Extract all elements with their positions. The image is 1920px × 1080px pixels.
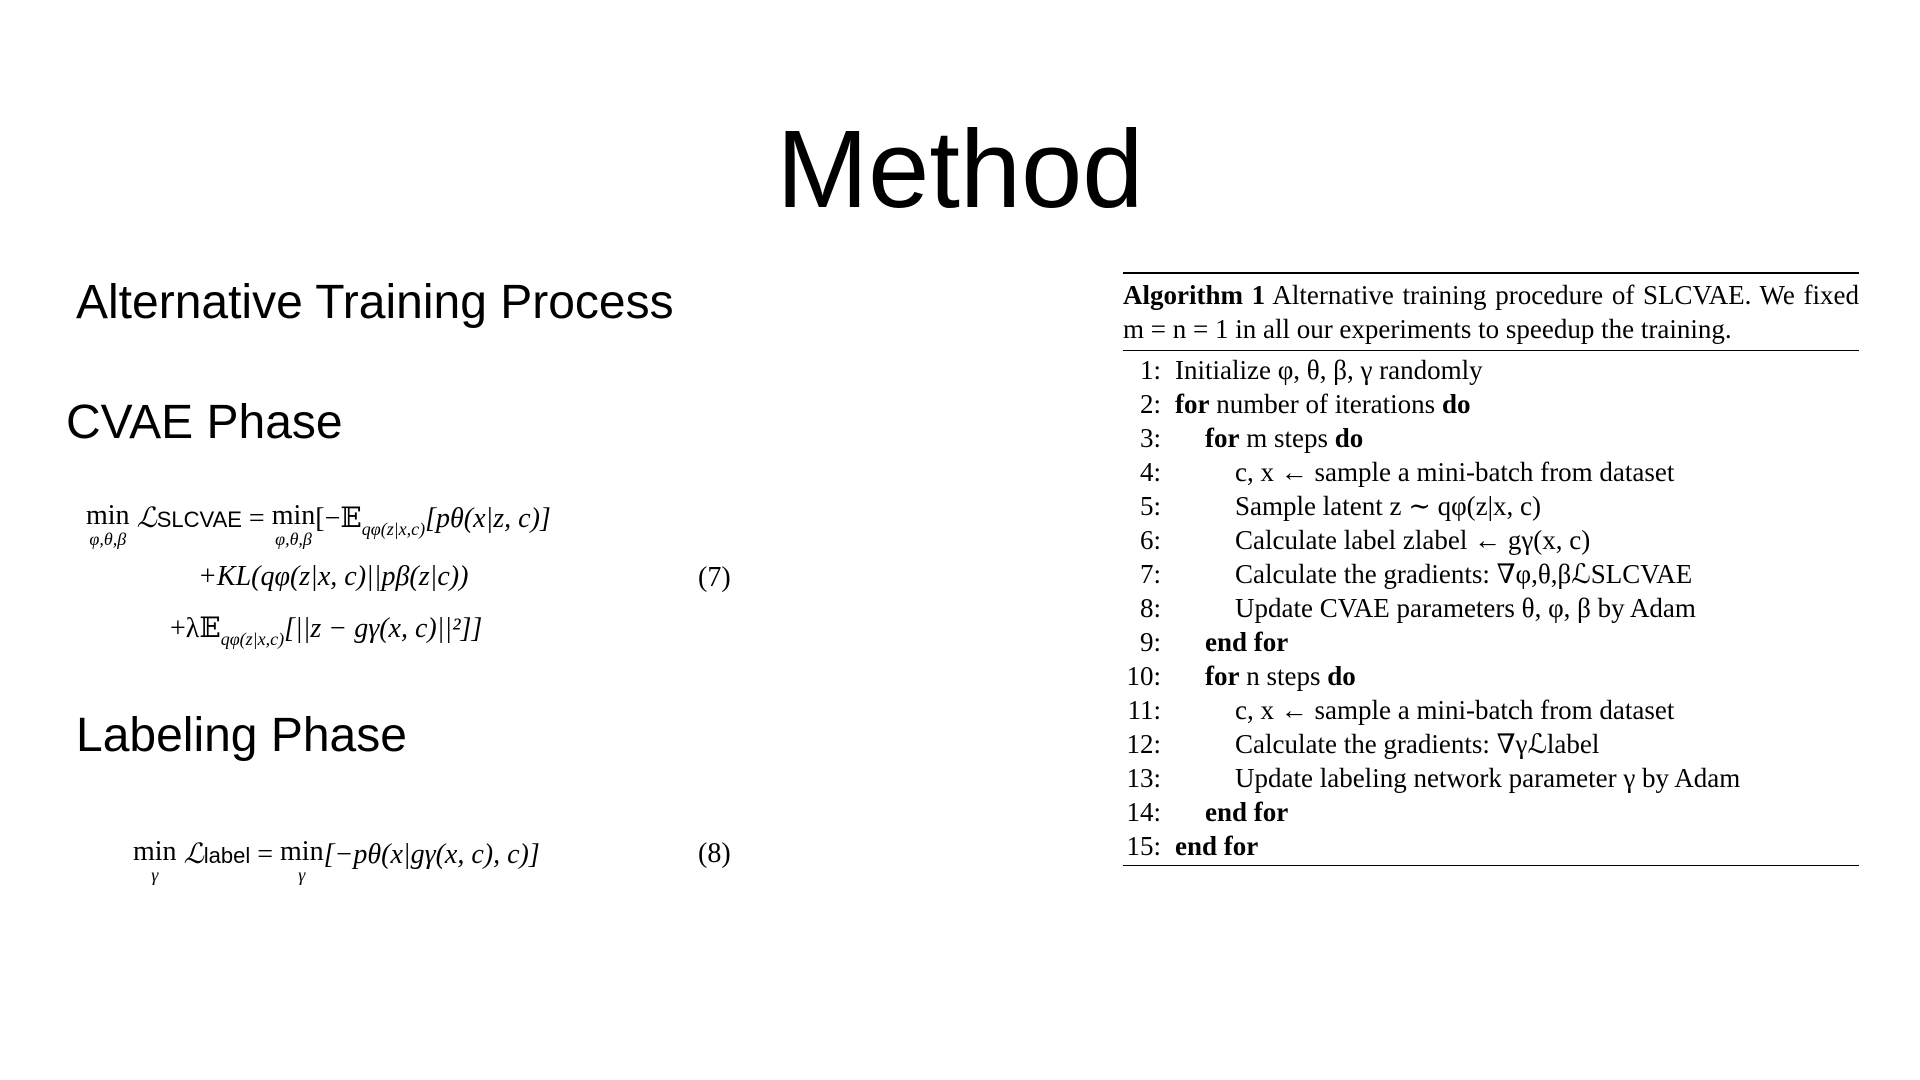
algorithm-line-content [1161,421,1363,455]
algorithm-line [1123,455,1859,489]
label-likelihood-term: [−pθ(x|gγ(x, c), c)] [323,839,540,870]
algorithm-caption [1123,274,1859,350]
equation-7-line-1 [86,502,551,548]
algorithm-line-number: 5: [1139,491,1161,521]
min-subscript: φ,θ,β [89,529,127,549]
algorithm-line-content [1161,761,1740,795]
algorithm-line-number: 6: [1139,525,1161,555]
expectation-subscript: qφ(z|x,c) [361,519,426,539]
slide-title: Method [776,108,1144,231]
algorithm-line [1123,353,1859,387]
algorithm-line-text: Calculate label zlabel ← gγ(x, c) [1235,525,1591,555]
algorithm-line [1123,829,1859,863]
algorithm-line-content [1161,387,1470,421]
algorithm-keyword: for [1175,389,1210,419]
algorithm-line-text: c, x ← sample a mini-batch from dataset [1235,695,1675,725]
algorithm-keyword: for [1205,661,1240,691]
algorithm-line-number: 15: [1126,831,1161,861]
algorithm-keyword: end for [1205,627,1289,657]
min-operator: min [86,500,130,531]
algorithm-line-text: number of iterations [1209,389,1442,419]
min-operator: min [133,836,177,867]
algorithm-line-content [1161,523,1590,557]
algorithm-line-number: 7: [1139,559,1161,589]
algorithm-line-number: 13: [1126,763,1161,793]
algorithm-line-content [1161,489,1541,523]
algorithm-line-number: 3: [1139,423,1161,453]
algorithm-line [1123,489,1859,523]
algorithm-line [1123,421,1859,455]
algorithm-line [1123,523,1859,557]
algorithm-line-number: 2: [1139,389,1161,419]
algorithm-keyword: do [1327,661,1356,691]
algorithm-line-content [1161,591,1696,625]
algorithm-line-text: c, x ← sample a mini-batch from dataset [1235,457,1675,487]
algorithm-line-text: Initialize φ, θ, β, γ randomly [1175,355,1483,385]
algorithm-lines [1123,351,1859,865]
algorithm-line [1123,727,1859,761]
loss-symbol: ℒ [183,839,204,870]
algorithm-line-number: 12: [1126,729,1161,759]
algorithm-line [1123,591,1859,625]
algorithm-line-content [1161,625,1288,659]
algorithm-keyword: end for [1205,797,1289,827]
algorithm-keyword: end for [1175,831,1259,861]
algorithm-caption-text: Alternative training procedure of SLCVAE. We fixed m = n = 1 in all our experiments to speedup the training. [1123,280,1860,344]
algorithm-line-content [1161,829,1258,863]
lambda-expectation: +λ𝔼 [170,613,221,644]
regularizer-term: [||z − gγ(x, c)||²]] [284,613,483,644]
heading-alternative-training: Alternative Training Process [76,276,674,329]
algorithm-line [1123,625,1859,659]
equation-7-number: (7) [698,562,731,593]
algorithm-line-number: 1: [1139,355,1161,385]
algorithm-line-text: Update labeling network parameter γ by Adam [1235,763,1741,793]
algorithm-line-content [1161,353,1483,387]
expectation-term: [−𝔼 [315,503,362,534]
algorithm-line-number: 9: [1139,627,1161,657]
equation-7-line-2: +KL(qφ(z|x, c)||pβ(z|c)) [198,561,469,592]
algorithm-line-content [1161,659,1356,693]
equation-7-line-3 [170,612,482,656]
algorithm-line-number: 8: [1139,593,1161,623]
heading-labeling-phase: Labeling Phase [76,709,407,762]
algorithm-line [1123,693,1859,727]
algorithm-keyword: do [1334,423,1364,453]
algorithm-keyword: for [1205,423,1240,453]
equation-7 [86,502,551,548]
algorithm-line-text: Calculate the gradients: ∇φ,θ,βℒSLCVAE [1235,559,1693,589]
algorithm-line-content [1161,727,1599,761]
likelihood-term: [pθ(x|z, c)] [425,503,551,534]
equals-sign: = [241,503,272,534]
min-subscript: γ [151,865,159,885]
loss-subscript: label [203,843,251,868]
min-subscript: γ [298,865,306,885]
algorithm-bottom-rule [1123,865,1859,866]
algorithm-line [1123,387,1859,421]
heading-cvae-phase: CVAE Phase [66,396,343,449]
algorithm-keyword: do [1441,389,1471,419]
algorithm-line-content [1161,557,1692,591]
equals-sign: = [250,839,281,870]
algorithm-line [1123,659,1859,693]
algorithm-line-content [1161,795,1288,829]
algorithm-label: Algorithm 1 [1123,280,1266,310]
algorithm-line-number: 11: [1127,695,1161,725]
algorithm-line-content [1161,693,1674,727]
equation-8 [133,838,540,884]
algorithm-line [1123,795,1859,829]
equation-8-number: (8) [698,838,731,869]
min-subscript: φ,θ,β [275,529,312,549]
algorithm-line-content [1161,455,1674,489]
expectation-subscript: qφ(z|x,c) [220,629,285,649]
algorithm-line-text: n steps [1239,661,1328,691]
loss-subscript: SLCVAE [156,507,242,532]
algorithm-line-text: m steps [1239,423,1335,453]
algorithm-box [1123,272,1859,866]
algorithm-line [1123,761,1859,795]
algorithm-line-number: 14: [1126,797,1161,827]
algorithm-line-text: Update CVAE parameters θ, φ, β by Adam [1235,593,1696,623]
loss-symbol: ℒ [136,503,157,534]
algorithm-line-text: Sample latent z ∼ qφ(z|x, c) [1235,491,1542,521]
min-operator: min [271,500,316,531]
algorithm-line-number: 10: [1126,661,1161,691]
algorithm-line-text: Calculate the gradients: ∇γℒlabel [1235,729,1600,759]
min-operator: min [280,836,324,867]
algorithm-line-number: 4: [1139,457,1161,487]
algorithm-line [1123,557,1859,591]
